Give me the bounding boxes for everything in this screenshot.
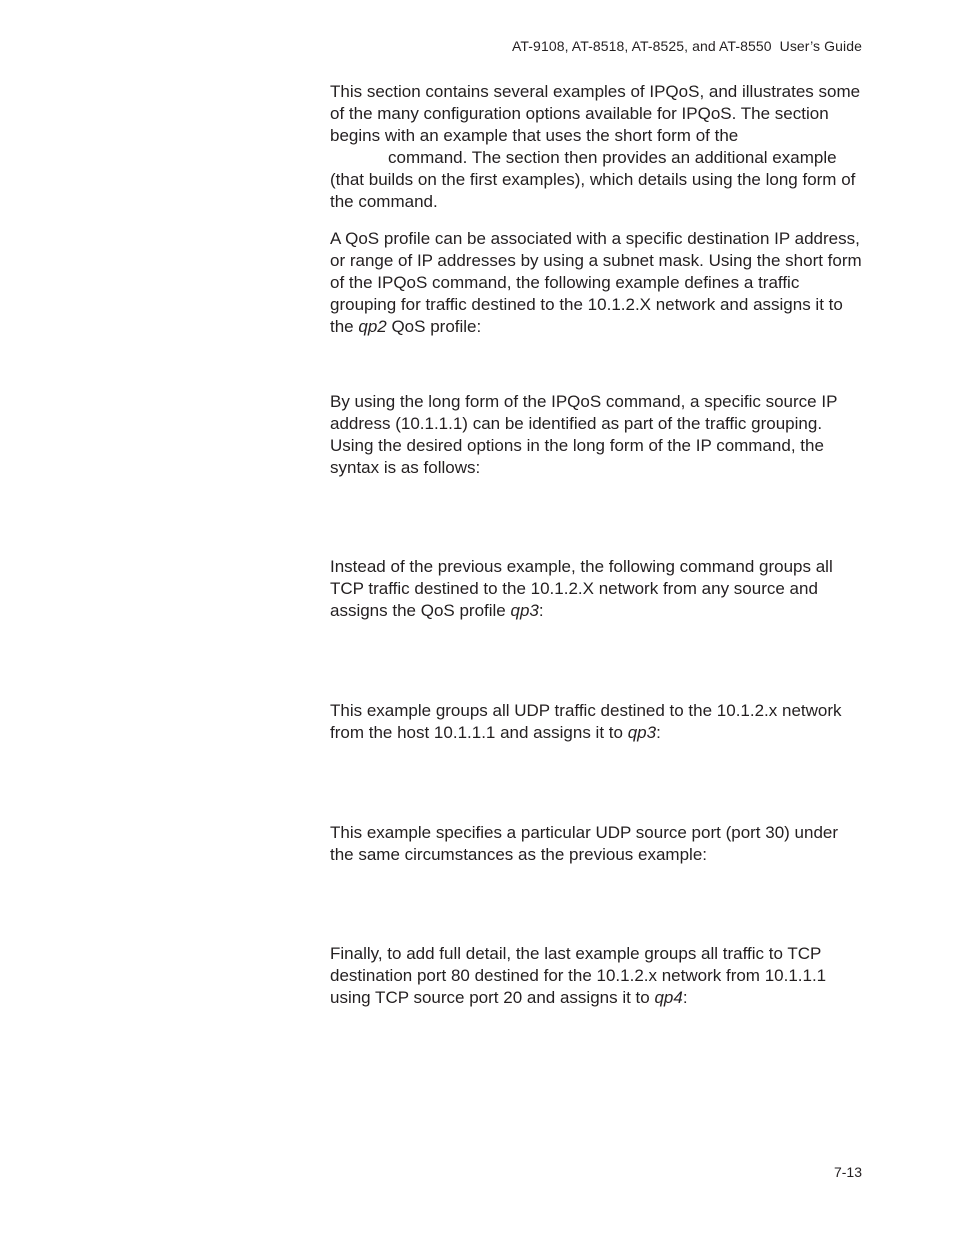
intro-text-part1: This section contains several examples of IPQoS, and illustrates some of the many configuration options available for IPQoS. The section begins with an example that uses the short form of the xyxy=(330,82,861,145)
tcp-text-part2: : xyxy=(538,601,544,620)
full-detail-profile-name: qp4 xyxy=(654,988,683,1007)
udp-text-part1: This example groups all UDP traffic destined to the 10.1.2.x network from the host 10.1.1.1 and assigns it to xyxy=(330,701,842,742)
tcp-example-paragraph xyxy=(330,556,866,622)
udp-port-paragraph xyxy=(330,822,866,866)
full-detail-paragraph xyxy=(330,943,866,1009)
full-detail-text-part1: Finally, to add full detail, the last example groups all traffic to TCP destination port 80 destined for the 10.1.2.x network from 10.1.1.1 using TCP source port 20 and assigns it to xyxy=(330,944,827,1007)
intro-text-part2: command. The section then provides an additional example (that builds on the first examples), which details using the long form of the command. xyxy=(330,148,856,211)
udp-profile-name: qp3 xyxy=(627,723,657,742)
running-header: AT-9108, AT-8518, AT-8525, and AT-8550 User’s Guide xyxy=(512,38,862,54)
qos-profile-paragraph xyxy=(330,228,866,338)
udp-example-paragraph xyxy=(330,700,866,744)
tcp-text-part1: Instead of the previous example, the following command groups all TCP traffic destined to the 10.1.2.X network from any source and assigns the QoS profile xyxy=(330,557,833,620)
tcp-profile-name: qp3 xyxy=(510,601,539,620)
udp-text-part2: : xyxy=(656,723,661,742)
intro-paragraph xyxy=(330,81,866,213)
full-detail-text-part2: : xyxy=(682,988,688,1007)
qos-text-part2: QoS profile: xyxy=(386,317,482,336)
qos-text-part1: A QoS profile can be associated with a specific destination IP address, or range of IP addresses by using a subnet mask. Using the short form of the IPQoS command, the following example defines a traffic grouping for traffic destined to the 10.1.2.X network and assigns it to the xyxy=(330,229,862,336)
long-form-text: By using the long form of the IPQoS command, a specific source IP address (10.1.1.1) can be identified as part of the traffic grouping. Using the desired options in the long form of the IP command, the syntax is as follows: xyxy=(330,392,838,477)
udp-port-text: This example specifies a particular UDP source port (port 30) under the same circumstances as the previous example: xyxy=(330,823,839,864)
long-form-paragraph xyxy=(330,391,866,479)
page-number: 7-13 xyxy=(833,1164,862,1180)
qos-profile-name: qp2 xyxy=(358,317,387,336)
